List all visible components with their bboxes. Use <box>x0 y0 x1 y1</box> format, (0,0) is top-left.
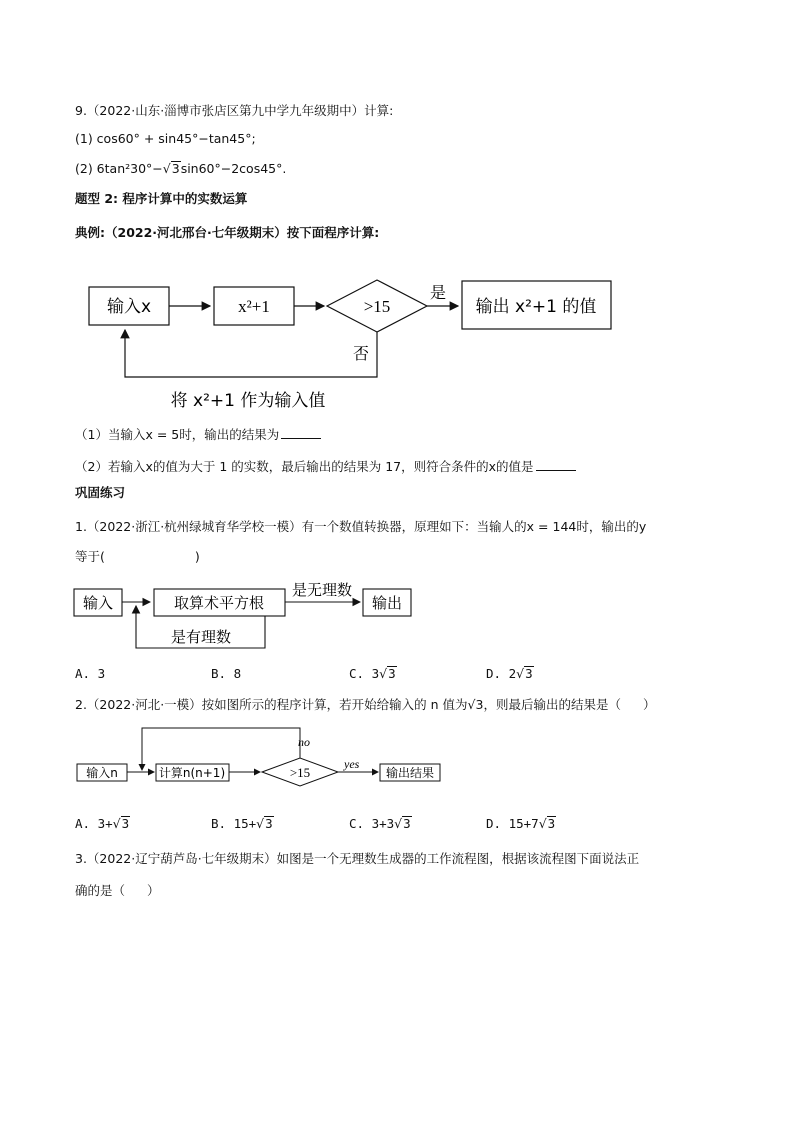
sqrt-symbol: √ <box>162 161 171 176</box>
option-prefix: 3+ <box>97 816 113 831</box>
practice-q2-text: 2.（2022·河北·一模）按如图所示的程序计算，若开始给输入的 n 值为√3，则最后输出的结果是（ <box>75 697 621 712</box>
option-c <box>349 666 397 681</box>
option-root: 3 <box>121 816 130 831</box>
example-header: 典例:（2022·河北邢台·七年级期末）按下面程序计算: <box>75 225 380 240</box>
paren-close: ） <box>147 883 160 898</box>
flow3-cond-label: >15 <box>289 765 311 780</box>
flow1-calc-label: x²+1 <box>238 297 270 316</box>
option-label: B. <box>211 816 234 831</box>
flow1-input-label: 输入x <box>106 297 152 317</box>
q9-part2 <box>75 160 286 178</box>
practice-q2 <box>75 696 656 714</box>
option-label: D. <box>486 816 509 831</box>
flow1-loop-label: 将 x²+1 作为输入值 <box>170 391 326 411</box>
flow1-yes-label: 是 <box>429 283 447 302</box>
practice-q3-line2 <box>75 882 160 900</box>
flowchart-converter <box>70 578 420 654</box>
option-prefix: 15+ <box>233 816 257 831</box>
option-label: B. <box>211 666 234 681</box>
flowchart-main <box>80 272 620 422</box>
paren-open: 确的是（ <box>75 883 126 898</box>
option-a <box>75 666 105 681</box>
option-root: 3 <box>388 666 396 681</box>
q9-part1: (1) cos60° + sin45°−tan45°; <box>75 131 256 146</box>
paren-close: ) <box>194 549 200 564</box>
sqrt-symbol: √ <box>256 816 265 831</box>
option-prefix: 3+3 <box>371 816 395 831</box>
flow2-input-label: 输入 <box>82 594 114 612</box>
practice-q3-line1: 3.（2022·辽宁葫芦岛·七年级期末）如图是一个无理数生成器的工作流程图，根据该流程图下面说法正 <box>75 851 640 866</box>
option-d <box>486 666 534 681</box>
example-q2-text: （2）若输入x的值为大于 1 的实数，最后输出的结果为 17，则符合条件的x的值是 <box>75 459 534 474</box>
option-b <box>211 816 274 831</box>
flow1-output-label: 输出 x²+1 的值 <box>475 297 597 317</box>
option-value: 3 <box>97 666 106 681</box>
practice-title: 巩固练习 <box>75 485 126 500</box>
q9-part2-root: 3 <box>171 161 180 176</box>
option-c <box>349 816 412 831</box>
q9-part2-prefix: (2) 6tan²30°− <box>75 161 163 176</box>
option-label: D. <box>486 666 509 681</box>
practice-q1-line1: 1.（2022·浙江·杭州绿城育华学校一模）有一个数值转换器，原理如下：当输人的x = 144时，输出的y <box>75 519 647 534</box>
option-b <box>211 666 241 681</box>
option-d <box>486 816 556 831</box>
option-a <box>75 816 130 831</box>
flow2-irrational-label: 是无理数 <box>291 581 353 599</box>
option-root: 3 <box>525 666 533 681</box>
example-q1 <box>75 426 321 444</box>
example-q1-text: （1）当输入x = 5时，输出的结果为 <box>75 427 280 442</box>
flowchart-n-program <box>74 726 454 788</box>
q9-header: 9.（2022·山东·淄博市张店区第九中学九年级期中）计算: <box>75 103 394 118</box>
flow2-rational-label: 是有理数 <box>170 628 232 646</box>
q9-part2-suffix: sin60°−2cos45°. <box>180 161 287 176</box>
paren-close: ） <box>642 697 656 712</box>
sqrt-symbol: √ <box>379 666 388 681</box>
flow1-loop-arrow <box>125 330 377 377</box>
answer-blank <box>281 426 321 439</box>
option-label: C. <box>349 816 372 831</box>
flow3-input-label: 输入n <box>86 766 118 780</box>
paren-open: 等于( <box>75 549 105 564</box>
option-root: 3 <box>265 816 273 831</box>
option-prefix: 15+7 <box>508 816 539 831</box>
example-q2 <box>75 458 576 476</box>
flow3-yes-label: yes <box>344 757 360 771</box>
option-label: A. <box>75 816 98 831</box>
option-root: 3 <box>403 816 411 831</box>
sqrt-symbol: √ <box>538 816 547 831</box>
flow2-output-label: 输出 <box>371 594 403 612</box>
flow3-calc-label: 计算n(n+1) <box>158 766 226 780</box>
topic2-title: 题型 2: 程序计算中的实数运算 <box>75 191 248 206</box>
sqrt-symbol: √ <box>394 816 403 831</box>
flow3-output-label: 输出结果 <box>385 766 435 780</box>
answer-blank <box>536 458 576 471</box>
option-value: 8 <box>233 666 242 681</box>
practice-q1-line2 <box>75 548 200 566</box>
flow1-no-label: 否 <box>352 344 370 363</box>
option-prefix: 2 <box>508 666 517 681</box>
option-label: C. <box>349 666 372 681</box>
sqrt-symbol: √ <box>516 666 525 681</box>
option-root: 3 <box>547 816 556 831</box>
flow3-no-label: no <box>298 735 310 749</box>
flow1-cond-label: >15 <box>363 297 391 316</box>
sqrt-symbol: √ <box>112 816 121 831</box>
option-label: A. <box>75 666 98 681</box>
option-prefix: 3 <box>371 666 380 681</box>
flow2-calc-label: 取算术平方根 <box>173 594 265 612</box>
